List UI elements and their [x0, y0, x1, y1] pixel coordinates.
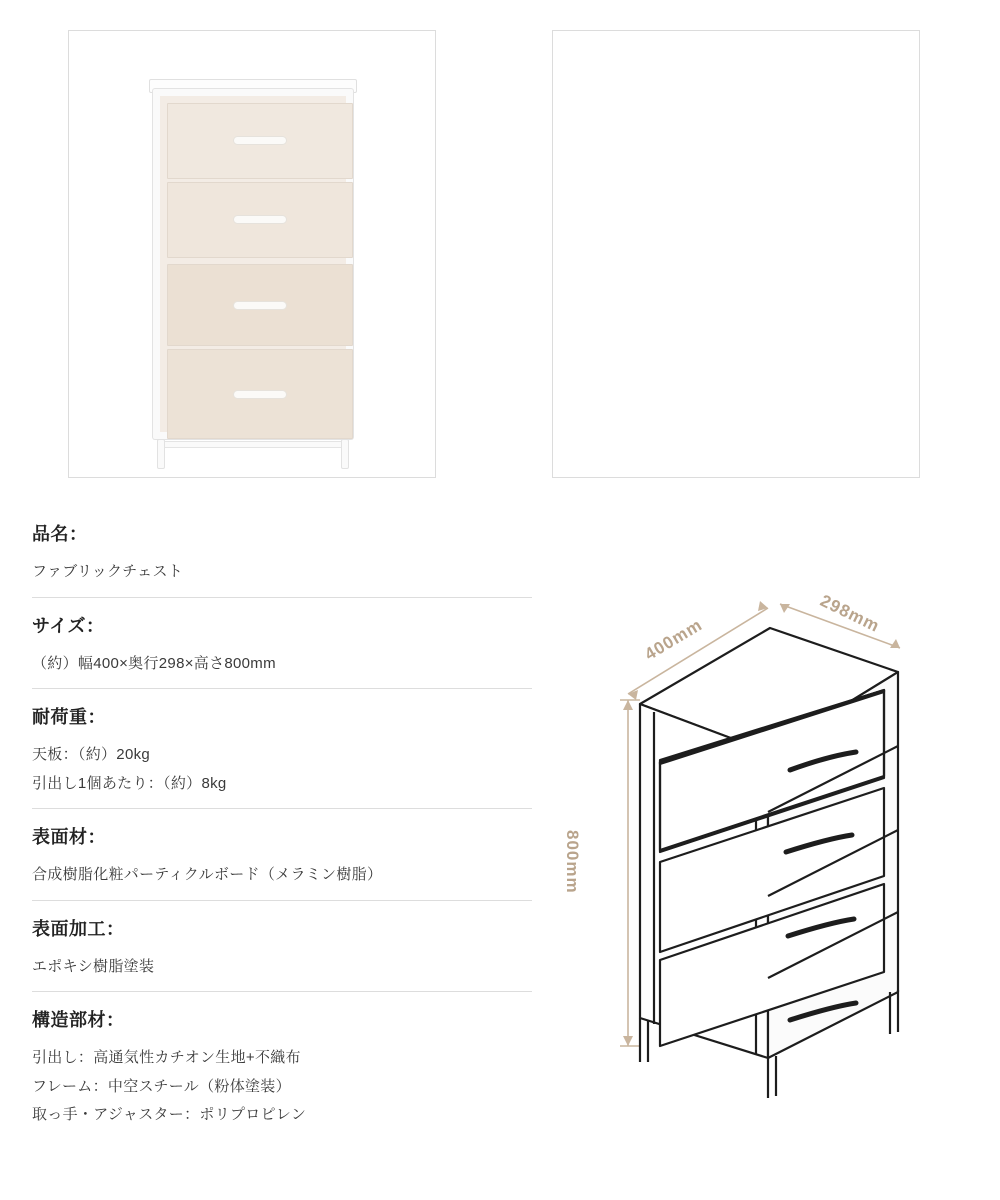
spec-value-line: 取っ手・アジャスター：ポリプロピレン: [32, 1106, 307, 1123]
spec-label: 品名：: [32, 524, 88, 544]
spec-value-line: フレーム：中空スチール（粉体塗装）: [32, 1077, 291, 1095]
spec-label: 表面材：: [32, 827, 106, 847]
dimension-height-label: 800mm: [563, 830, 582, 894]
dimension-depth-label: 298mm: [817, 591, 883, 637]
spec-value-line: 引出し1個あたり：（約）8kg: [32, 774, 227, 792]
spec-label: 構造部材：: [32, 1010, 125, 1030]
chest-line-art: [640, 596, 898, 1058]
spec-label: 表面加工：: [32, 918, 125, 939]
spec-value: （約）幅400×奥行298×高さ800mm: [32, 654, 276, 672]
spec-value: ファブリックチェスト: [32, 563, 184, 580]
spec-label: 耐荷重：: [32, 707, 106, 727]
spec-value-line: 天板：（約）20kg: [32, 746, 151, 763]
dimension-width-label: 400mm: [641, 615, 706, 665]
spec-value: 合成樹脂化粧パーティクルボード（メラミン樹脂）: [32, 866, 383, 883]
spec-value: エポキシ樹脂塗装: [32, 957, 155, 975]
spec-label: サイズ：: [32, 615, 105, 636]
spec-value-line: 引出し：高通気性カチオン生地+不織布: [32, 1049, 301, 1066]
